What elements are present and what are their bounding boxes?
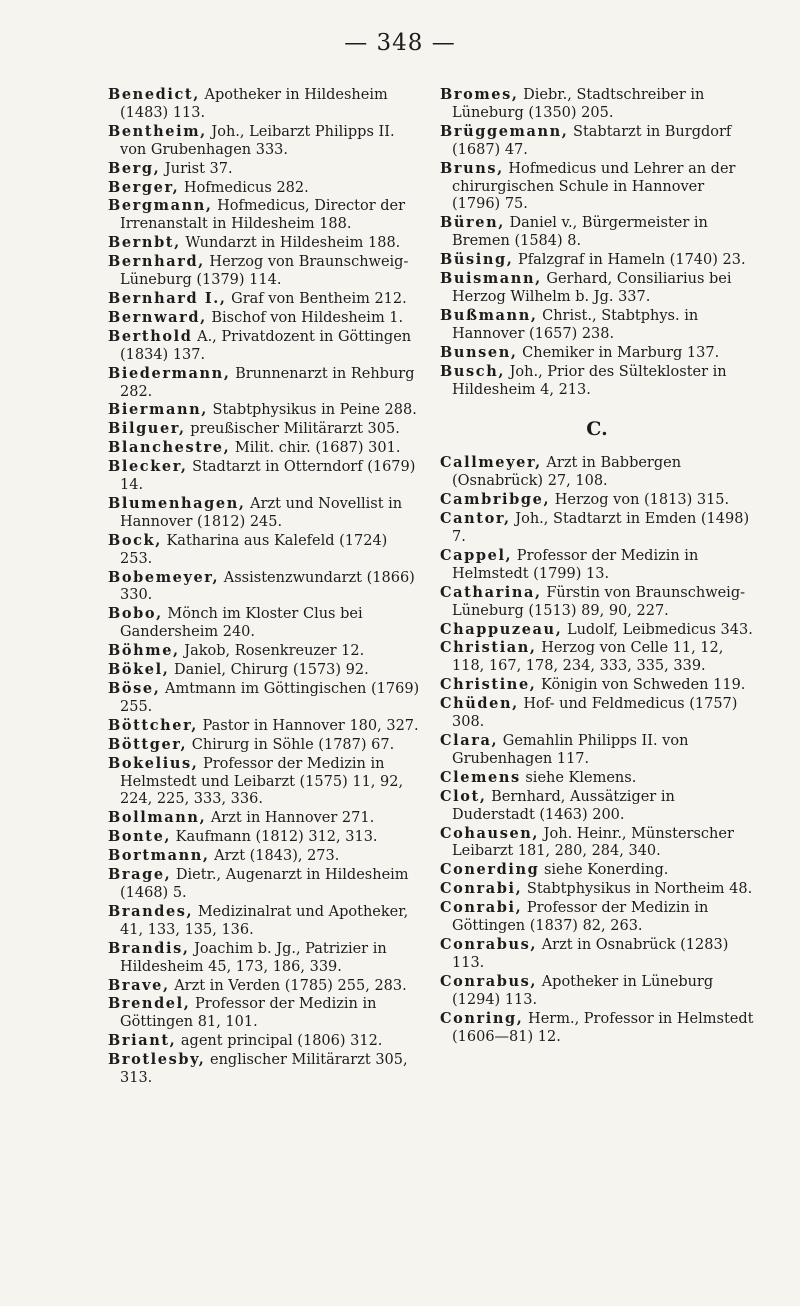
entry-headword: Conrabi,: [440, 880, 523, 898]
entry-headword: Bobemeyer,: [108, 568, 220, 586]
entry-text: Apotheker in Lüneburg (1294) 113.: [452, 973, 714, 1008]
entry-headword: Blumenhagen,: [108, 494, 246, 512]
index-entry: [108, 680, 422, 717]
entry-text: preußischer Militärarzt 305.: [185, 421, 400, 438]
entry-text: Pastor in Hannover 180, 327.: [197, 717, 419, 734]
index-entry: [108, 365, 422, 402]
entry-text: Professor der Medizin in Göttingen 81, 101.: [120, 996, 377, 1031]
entry-text: Fürstin von Braunschweig-Lüneburg (1513) 89, 90, 227.: [452, 584, 746, 619]
index-entry: [108, 605, 422, 642]
entry-headword: Böttcher,: [108, 716, 198, 734]
entry-headword: Bernhard I.,: [108, 289, 227, 307]
entry-headword: Brotlesby,: [108, 1051, 206, 1069]
left-column: [108, 86, 422, 1088]
entry-text: Kaufmann (1812) 312, 313.: [171, 829, 378, 846]
entry-text: Daniel v., Bürgermeister in Bremen (1584) 8.: [452, 215, 708, 250]
entry-headword: Berger,: [108, 178, 180, 196]
index-entry: [108, 328, 422, 365]
index-entry: [108, 977, 422, 996]
index-entry: [440, 214, 754, 251]
entry-text: agent principal (1806) 312.: [176, 1033, 383, 1050]
index-entry: [440, 732, 754, 769]
index-entry: [440, 899, 754, 936]
index-entry: [440, 270, 754, 307]
index-entry: [440, 769, 754, 788]
index-entry: [108, 420, 422, 439]
index-entry: [108, 866, 422, 903]
entry-text: Amtmann im Göttingischen (1769) 255.: [120, 681, 420, 715]
entry-headword: Bonte,: [108, 828, 172, 846]
entry-text: Hofmedicus und Lehrer an der chirurgischen Schule in Hannover (1796) 75.: [452, 160, 736, 213]
entry-headword: Catharina,: [440, 583, 542, 601]
entry-text: Ludolf, Leibmedicus 343.: [562, 621, 753, 638]
entry-text: siehe Konerding.: [539, 862, 669, 879]
entry-headword: Bernhard,: [108, 253, 205, 271]
index-entry: [108, 940, 422, 977]
entry-headword: Brüggemann,: [440, 122, 569, 140]
index-entry: [108, 828, 422, 847]
entry-text: Stabtphysikus in Peine 288.: [207, 402, 417, 419]
index-entry: [440, 584, 754, 621]
entry-headword: Bunsen,: [440, 343, 518, 361]
right-column-bottom: [440, 454, 754, 1046]
entry-text: Daniel, Chirurg (1573) 92.: [169, 662, 369, 679]
index-entry: [440, 695, 754, 732]
entry-text: Herm., Professor in Helmstedt (1606—81) 12.: [452, 1010, 754, 1045]
index-entry: [108, 160, 422, 179]
index-entry: [108, 995, 422, 1032]
index-entry: [440, 861, 754, 880]
entry-text: Professor der Medizin in Helmstedt und Leibarzt (1575) 11, 92, 224, 225, 333, 336.: [120, 755, 404, 808]
entry-text: Professor der Medizin in Göttingen (1837) 82, 263.: [452, 900, 709, 935]
entry-text: Joh. Heinr., Münsterscher Leibarzt 181, 280, 284, 340.: [452, 825, 734, 860]
entry-text: Katharina aus Kalefeld (1724) 253.: [120, 532, 388, 567]
entry-headword: Cantor,: [440, 510, 511, 528]
entry-headword: Brandis,: [108, 939, 190, 957]
entry-headword: Callmeyer,: [440, 454, 542, 472]
index-entry: [440, 123, 754, 160]
entry-headword: Bernward,: [108, 308, 207, 326]
index-entry: [108, 1032, 422, 1051]
index-entry: [108, 661, 422, 680]
entry-headword: Cambribge,: [440, 491, 551, 509]
entry-text: Herzog von Celle 11, 12, 118, 167, 178, 234, 333, 335, 339.: [452, 640, 724, 675]
letter-heading: C.: [586, 418, 608, 441]
entry-headword: Bock,: [108, 531, 162, 549]
entry-text: Stabtarzt in Burgdorf (1687) 47.: [452, 123, 732, 158]
entry-text: Arzt (1843), 273.: [209, 848, 340, 865]
entry-headword: Bilguer,: [108, 420, 186, 438]
entry-headword: Böhme,: [108, 642, 180, 660]
index-entry: [440, 973, 754, 1010]
index-entry: [108, 290, 422, 309]
entry-headword: Chappuzeau,: [440, 620, 563, 638]
page-number: — 348 —: [344, 30, 456, 56]
entry-text: Graf von Bentheim 212.: [226, 290, 407, 307]
index-entry: [440, 510, 754, 547]
entry-text: A., Privatdozent in Göttingen (1834) 137.: [120, 328, 412, 363]
index-entry: [108, 439, 422, 458]
index-entry: [108, 495, 422, 532]
entry-text: Medizinalrat und Apotheker, 41, 133, 135, 136.: [120, 903, 409, 938]
entry-text: Bernhard, Aussätziger in Duderstadt (1463) 200.: [452, 788, 675, 823]
entry-text: englischer Militärarzt 305, 313.: [120, 1052, 408, 1087]
entry-text: Joh., Leibarzt Philipps II. von Grubenhagen 333.: [120, 123, 395, 158]
entry-headword: Briant,: [108, 1032, 177, 1050]
index-entry: [440, 251, 754, 270]
entry-text: Arzt in Osnabrück (1283) 113.: [452, 936, 729, 971]
entry-text: Brunnenarzt in Rehburg 282.: [120, 365, 415, 400]
index-entry: [440, 344, 754, 363]
index-entry: [440, 86, 754, 123]
index-entry: [108, 234, 422, 253]
index-entry: [108, 86, 422, 123]
index-entry: [440, 621, 754, 640]
entry-headword: Clot,: [440, 787, 487, 805]
index-entry: [108, 401, 422, 420]
entry-headword: Christine,: [440, 676, 537, 694]
entry-headword: Biermann,: [108, 401, 208, 419]
entry-text: Chemiker in Marburg 137.: [517, 344, 720, 361]
index-entry: [440, 1010, 754, 1047]
entry-text: Arzt in Verden (1785) 255, 283.: [169, 977, 407, 994]
index-entry: [108, 569, 422, 606]
entry-headword: Bokelius,: [108, 754, 199, 772]
entry-text: Stabtphysikus in Northeim 48.: [522, 881, 753, 898]
entry-headword: Böse,: [108, 680, 161, 697]
entry-headword: Buismann,: [440, 270, 542, 288]
entry-text: Jakob, Rosenkreuzer 12.: [179, 643, 365, 660]
entry-headword: Bußmann,: [440, 306, 538, 324]
entry-text: Arzt in Babbergen (Osnabrück) 27, 108.: [452, 455, 682, 490]
entry-headword: Blecker,: [108, 458, 188, 476]
entry-headword: Büren,: [440, 214, 505, 232]
index-entry: [440, 491, 754, 510]
entry-headword: Conrabus,: [440, 935, 538, 953]
index-entry: [108, 642, 422, 661]
entry-text: Pfalzgraf in Hameln (1740) 23.: [513, 252, 746, 269]
entry-headword: Chüden,: [440, 695, 519, 713]
entry-text: Gemahlin Philipps II. von Grubenhagen 117.: [452, 733, 689, 767]
entry-headword: Bernbt,: [108, 234, 181, 252]
entry-text: Joh., Stadtarzt in Emden (1498) 7.: [452, 511, 750, 546]
entry-headword: Büsing,: [440, 251, 514, 269]
index-entry: [108, 847, 422, 866]
entry-text: siehe Klemens.: [520, 769, 637, 786]
index-entry: [440, 160, 754, 215]
entry-headword: Bobo,: [108, 605, 163, 623]
entry-text: Arzt in Hannover 271.: [206, 810, 375, 827]
entry-headword: Cohausen,: [440, 824, 540, 842]
index-entry: [440, 454, 754, 491]
entry-headword: Conrabus,: [440, 972, 538, 990]
entry-headword: Bergmann,: [108, 197, 213, 215]
index-entry: [108, 179, 422, 198]
index-entry: [108, 458, 422, 495]
entry-text: Hof- und Feldmedicus (1757) 308.: [452, 696, 738, 731]
entry-text: Christ., Stabtphys. in Hannover (1657) 238.: [452, 307, 699, 342]
entry-headword: Clara,: [440, 732, 499, 749]
right-column: [440, 86, 754, 1046]
entry-headword: Brendel,: [108, 995, 191, 1013]
index-entry: [440, 788, 754, 825]
entry-headword: Bromes,: [440, 86, 519, 103]
index-entry: [108, 1051, 422, 1088]
entry-text: Gerhard, Consiliarius bei Herzog Wilhelm b. Jg. 337.: [452, 271, 732, 305]
entry-headword: Berthold: [108, 327, 193, 345]
entry-headword: Conring,: [440, 1009, 524, 1027]
entry-text: Herzog von Braunschweig-Lüneburg (1379) 114.: [120, 254, 409, 289]
index-entry: [440, 676, 754, 695]
entry-headword: Clemens: [440, 768, 521, 786]
entry-headword: Busch,: [440, 362, 505, 380]
index-entry: [108, 309, 422, 328]
entry-headword: Brave,: [108, 976, 170, 994]
index-entry: [108, 755, 422, 810]
entry-headword: Conerding: [440, 861, 540, 879]
entry-text: Joh., Prior des Sültekloster in Hildesheim 4, 213.: [452, 363, 727, 398]
index-entry: [440, 363, 754, 400]
index-entry: [108, 717, 422, 736]
entry-text: Joachim b. Jg., Patrizier in Hildesheim 45, 173, 186, 339.: [120, 940, 387, 975]
entry-headword: Böttger,: [108, 735, 188, 753]
entry-headword: Blanchestre,: [108, 439, 231, 457]
entry-text: Stadtarzt in Otterndorf (1679) 14.: [120, 459, 416, 494]
index-entry: [440, 307, 754, 344]
index-entry: [108, 532, 422, 569]
entry-headword: Bentheim,: [108, 122, 207, 140]
index-entry: [108, 903, 422, 940]
right-column-top: [440, 86, 754, 399]
entry-headword: Cappel,: [440, 546, 513, 564]
entry-text: Dietr., Augenarzt in Hildesheim (1468) 5.: [120, 867, 409, 901]
index-entry: [440, 880, 754, 899]
entry-text: Jurist 37.: [160, 160, 233, 177]
entry-headword: Biedermann,: [108, 364, 231, 382]
entry-text: Arzt und Novellist in Hannover (1812) 245.: [120, 495, 403, 530]
entry-headword: Conrabi,: [440, 899, 523, 917]
entry-text: Diebr., Stadtschreiber in Lüneburg (1350) 205.: [452, 87, 705, 121]
index-entry: [440, 936, 754, 973]
entry-text: Hofmedicus, Director der Irrenanstalt in Hildesheim 188.: [120, 198, 406, 233]
entry-text: Chirurg in Söhle (1787) 67.: [187, 736, 395, 753]
entry-text: Milit. chir. (1687) 301.: [230, 440, 401, 457]
entry-headword: Christian,: [440, 639, 537, 657]
entry-text: Herzog von (1813) 315.: [550, 492, 730, 509]
entry-headword: Berg,: [108, 159, 161, 177]
index-entry: [108, 253, 422, 290]
entry-text: Bischof von Hildesheim 1.: [206, 309, 404, 326]
entry-headword: Bortmann,: [108, 847, 210, 865]
entry-text: Mönch im Kloster Clus bei Gandersheim 240.: [120, 606, 363, 641]
index-entry: [108, 809, 422, 828]
index-entry: [440, 825, 754, 862]
index-entry: [440, 639, 754, 676]
entry-text: Königin von Schweden 119.: [536, 677, 746, 694]
entry-text: Assistenzwundarzt (1866) 330.: [120, 569, 415, 604]
index-entry: [440, 547, 754, 584]
entry-headword: Bökel,: [108, 661, 170, 679]
index-entry: [108, 197, 422, 234]
index-entry: [108, 736, 422, 755]
entry-text: Hofmedicus 282.: [179, 179, 309, 196]
index-entry: [108, 123, 422, 160]
entry-headword: Bruns,: [440, 159, 504, 177]
entry-text: Apotheker in Hildesheim (1483) 113.: [120, 87, 388, 121]
entry-headword: Brandes,: [108, 902, 194, 920]
entry-text: Professor der Medizin in Helmstedt (1799) 13.: [452, 547, 699, 582]
entry-headword: Benedict,: [108, 86, 200, 103]
entry-headword: Brage,: [108, 866, 172, 884]
entry-headword: Bollmann,: [108, 809, 207, 827]
entry-text: Wundarzt in Hildesheim 188.: [180, 235, 401, 252]
